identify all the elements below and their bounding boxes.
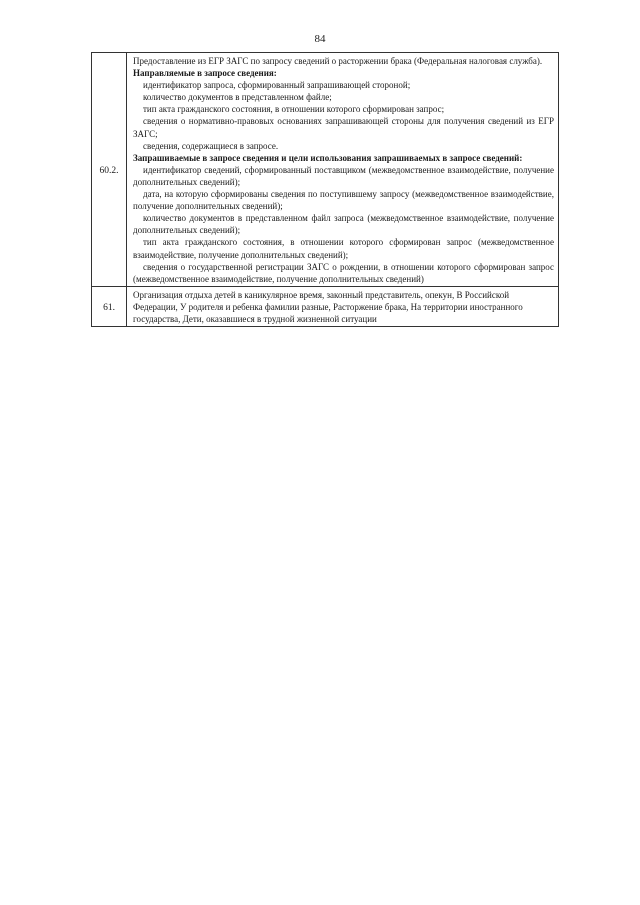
service-description: Предоставление из ЕГР ЗАГС по запросу сведений о расторжении брака (Федеральная налоговая служба). [133,56,543,66]
row-number-cell [92,53,127,287]
list-item: сведения, содержащиеся в запросе. [143,140,279,151]
list-item: тип акта гражданского состояния, в отношении которого сформирован запрос; [143,104,445,115]
services-table [91,52,559,327]
row-content-cell [127,53,559,287]
row-content-cell [127,286,559,326]
list-item: дата, на которую сформированы сведения по поступившему запросу (межведомственное взаимодействие, получение дополнительных сведений); [133,189,554,212]
row-number-cell [92,286,127,326]
requested-info-heading: Запрашиваемые в запросе сведения и цели использования запрашиваемых в запросе сведений: [133,152,523,163]
list-item: сведения о государственной регистрации ЗАГС о рождении, в отношении которого сформирован запрос (межведомственное взаимодействие, получение дополнительных сведений) [133,261,554,284]
table-row-60-2 [92,53,559,287]
situation-tags: Организация отдыха детей в каникулярное время, законный представитель, опекун, В Российской Федерации, У родителя и ребенка фамилии разные, Расторжение брака, На территории иностранного государства, Дети, оказавшиеся в трудной жизненной ситуации [133,289,523,324]
sent-info-heading: Направляемые в запросе сведения: [133,68,277,79]
row-number: 61. [103,303,115,314]
list-item: количество документов в представленном файле; [143,92,332,103]
list-item: количество документов в представленном файл запроса (межведомственное взаимодействие, получение дополнительных сведений); [133,213,554,236]
list-item: тип акта гражданского состояния, в отношении которого сформирован запрос (межведомственное взаимодействие, получение дополнительных сведений); [133,237,554,260]
row-number: 60.2. [99,166,119,177]
list-item: сведения о нормативно-правовых основаниях запрашивающей стороны для получения сведений из ЕГР ЗАГС; [133,116,554,139]
page-number: 84 [314,33,326,45]
list-item: идентификатор запроса, сформированный запрашивающей стороной; [143,80,411,91]
list-item: идентификатор сведений, сформированный поставщиком (межведомственное взаимодействие, получение дополнительных сведений); [133,164,554,187]
table-row-61 [92,286,559,326]
